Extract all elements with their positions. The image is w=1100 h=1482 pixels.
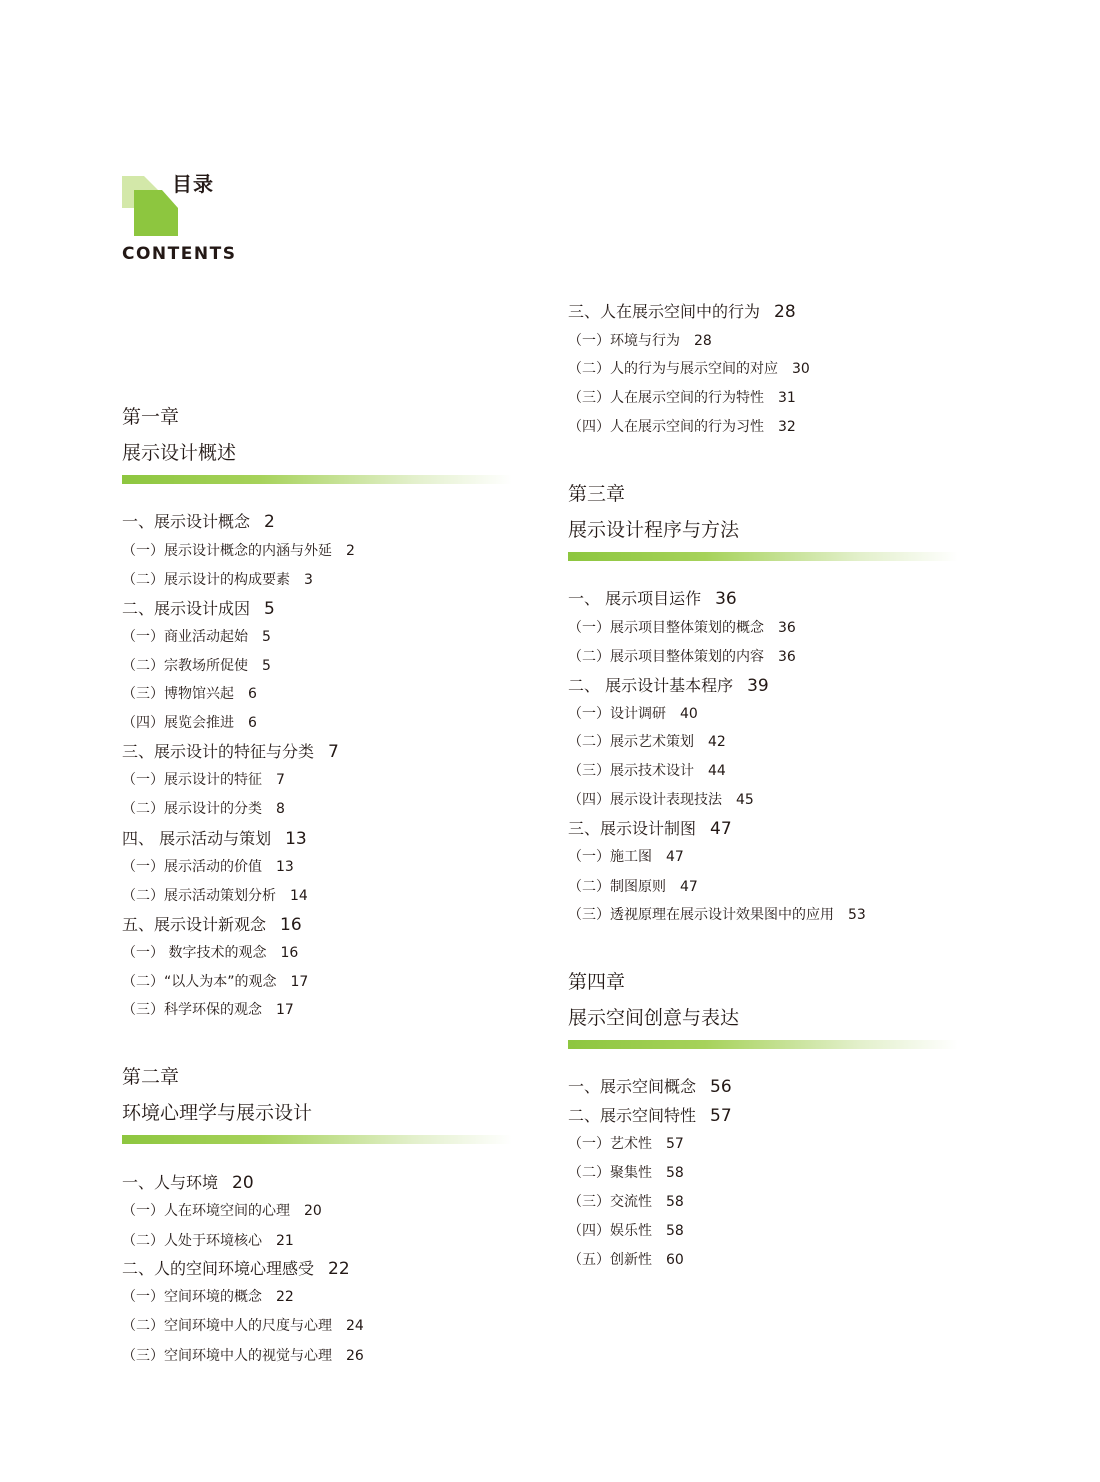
page-number: 22 (276, 1289, 294, 1305)
toc-entry[interactable]: 二、展示空间特性 57 (568, 1106, 732, 1126)
toc-entry[interactable]: （一） 数字技术的观念 16 (122, 945, 299, 961)
page-number: 26 (346, 1348, 364, 1364)
toc-entry[interactable]: （五）创新性 60 (568, 1252, 684, 1268)
page-number: 28 (774, 302, 796, 322)
chapter-number: 第四章 (568, 971, 626, 993)
toc-entry[interactable]: （四）展览会推进 6 (122, 715, 257, 731)
page-number: 47 (666, 849, 684, 865)
toc-entry[interactable]: 一、展示设计概念 2 (122, 512, 275, 532)
page-number: 57 (666, 1136, 684, 1152)
page-number: 24 (346, 1318, 364, 1334)
page-number: 5 (264, 599, 275, 619)
page-number: 13 (276, 859, 294, 875)
page-number: 21 (276, 1233, 294, 1249)
page-number: 17 (290, 974, 309, 990)
page-number: 20 (304, 1203, 322, 1219)
page-number: 39 (747, 676, 769, 696)
toc-entry[interactable]: 二、人的空间环境心理感受 22 (122, 1259, 350, 1279)
page-number: 7 (328, 742, 339, 762)
page-number: 58 (666, 1165, 684, 1181)
chapter-divider (122, 1135, 512, 1144)
page-number: 6 (248, 686, 257, 702)
contents-title-en: CONTENTS (122, 244, 237, 264)
toc-entry[interactable]: 二、展示设计成因 5 (122, 599, 275, 619)
page-number: 58 (666, 1194, 684, 1210)
toc-entry[interactable]: （一）环境与行为 28 (568, 333, 712, 349)
toc-entry[interactable]: （二）展示设计的分类 8 (122, 801, 285, 817)
page-number: 3 (304, 572, 313, 588)
toc-entry[interactable]: （一）艺术性 57 (568, 1136, 684, 1152)
toc-entry[interactable]: （二）展示设计的构成要素 3 (122, 572, 313, 588)
page-number: 45 (736, 792, 754, 808)
toc-entry[interactable]: （四）娱乐性 58 (568, 1223, 684, 1239)
page-number: 47 (710, 819, 732, 839)
chapter-title: 展示设计概述 (122, 442, 237, 464)
toc-entry[interactable]: （一）空间环境的概念 22 (122, 1289, 294, 1305)
toc-entry[interactable]: （三）空间环境中人的视觉与心理 26 (122, 1348, 364, 1364)
page-number: 16 (280, 915, 302, 935)
chapter-divider (568, 1040, 958, 1049)
page-number: 30 (792, 361, 810, 377)
toc-entry[interactable]: （一）展示设计的特征 7 (122, 772, 285, 788)
chapter-heading (568, 969, 968, 1049)
toc-entry[interactable]: 四、 展示活动与策划 13 (122, 829, 307, 849)
chapter-divider (122, 475, 512, 484)
toc-entry[interactable]: （二）空间环境中人的尺度与心理 24 (122, 1318, 364, 1334)
toc-entry[interactable]: 五、展示设计新观念 16 (122, 915, 302, 935)
toc-entry[interactable]: （三）博物馆兴起 6 (122, 686, 257, 702)
toc-entry[interactable]: （二）展示艺术策划 42 (568, 734, 726, 750)
toc-entry[interactable]: （一）展示设计概念的内涵与外延 2 (122, 543, 355, 559)
page-number: 58 (666, 1223, 684, 1239)
toc-entry[interactable]: （一）展示项目整体策划的概念 36 (568, 620, 796, 636)
chapter-divider (568, 552, 958, 561)
toc-entry[interactable]: （三）展示技术设计 44 (568, 763, 726, 779)
page-number: 17 (276, 1002, 294, 1018)
toc-entry[interactable]: 一、 展示项目运作 36 (568, 589, 737, 609)
chapter-heading (122, 404, 522, 484)
chapter-heading (568, 481, 968, 561)
page-number: 36 (778, 620, 796, 636)
toc-entry[interactable]: （三）科学环保的观念 17 (122, 1002, 294, 1018)
page-number: 31 (778, 390, 796, 406)
page-number: 14 (290, 888, 308, 904)
page-number: 56 (710, 1077, 732, 1097)
page-number: 57 (710, 1106, 732, 1126)
toc-entry[interactable]: （二）展示项目整体策划的内容 36 (568, 649, 796, 665)
toc-entry[interactable]: （一）商业活动起始 5 (122, 629, 271, 645)
chapter-heading (122, 1064, 522, 1144)
toc-entry[interactable]: （三）透视原理在展示设计效果图中的应用 53 (568, 907, 866, 923)
chapter-number: 第一章 (122, 406, 180, 428)
page-number: 2 (346, 543, 355, 559)
chapter-title: 环境心理学与展示设计 (122, 1102, 313, 1124)
toc-entry[interactable]: （一）设计调研 40 (568, 706, 698, 722)
page-number: 22 (328, 1259, 350, 1279)
page-number: 40 (680, 706, 698, 722)
toc-entry[interactable]: （四）人在展示空间的行为习性 32 (568, 419, 796, 435)
toc-entry[interactable]: （一）人在环境空间的心理 20 (122, 1203, 322, 1219)
page-number: 6 (248, 715, 257, 731)
toc-entry[interactable]: （三）人在展示空间的行为特性 31 (568, 390, 796, 406)
page-number: 32 (778, 419, 796, 435)
toc-entry[interactable]: （二）制图原则 47 (568, 879, 698, 895)
toc-entry[interactable]: （二）展示活动策划分析 14 (122, 888, 308, 904)
page-number: 36 (715, 589, 737, 609)
toc-entry[interactable]: （四）展示设计表现技法 45 (568, 792, 754, 808)
page-number: 42 (708, 734, 726, 750)
toc-entry[interactable]: 二、 展示设计基本程序 39 (568, 676, 769, 696)
toc-entry[interactable]: 一、人与环境 20 (122, 1173, 254, 1193)
page-number: 2 (264, 512, 275, 532)
chapter-number: 第三章 (568, 483, 626, 505)
page-number: 36 (778, 649, 796, 665)
toc-entry[interactable]: （三）交流性 58 (568, 1194, 684, 1210)
page-number: 16 (280, 945, 299, 961)
chapter-title: 展示空间创意与表达 (568, 1007, 740, 1029)
page-number: 8 (276, 801, 285, 817)
toc-entry[interactable]: （二）“以人为本”的观念 17 (122, 974, 309, 990)
chapter-title: 展示设计程序与方法 (568, 519, 740, 541)
contents-header (122, 174, 322, 274)
page-number: 44 (708, 763, 726, 779)
page-number: 13 (285, 829, 307, 849)
toc-entry[interactable]: 一、展示空间概念 56 (568, 1077, 732, 1097)
contents-title-cn: 目录 (172, 172, 214, 196)
toc-entry[interactable]: （二）宗教场所促使 5 (122, 658, 271, 674)
page-number: 7 (276, 772, 285, 788)
toc-entry[interactable]: 三、展示设计制图 47 (568, 819, 732, 839)
page-number: 5 (262, 658, 271, 674)
page-number: 60 (666, 1252, 684, 1268)
page-number: 5 (262, 629, 271, 645)
page-number: 20 (232, 1173, 254, 1193)
toc-entry[interactable]: 三、人在展示空间中的行为 28 (568, 302, 796, 322)
toc-entry[interactable]: （一）施工图 47 (568, 849, 684, 865)
page-number: 53 (848, 907, 866, 923)
page-number: 47 (680, 879, 698, 895)
toc-entry[interactable]: （一）展示活动的价值 13 (122, 859, 294, 875)
toc-entry[interactable]: （二）聚集性 58 (568, 1165, 684, 1181)
chapter-number: 第二章 (122, 1066, 180, 1088)
toc-entry[interactable]: （二）人处于环境核心 21 (122, 1233, 294, 1249)
toc-entry[interactable]: 三、展示设计的特征与分类 7 (122, 742, 339, 762)
page-number: 28 (694, 333, 712, 349)
toc-entry[interactable]: （二）人的行为与展示空间的对应 30 (568, 361, 810, 377)
